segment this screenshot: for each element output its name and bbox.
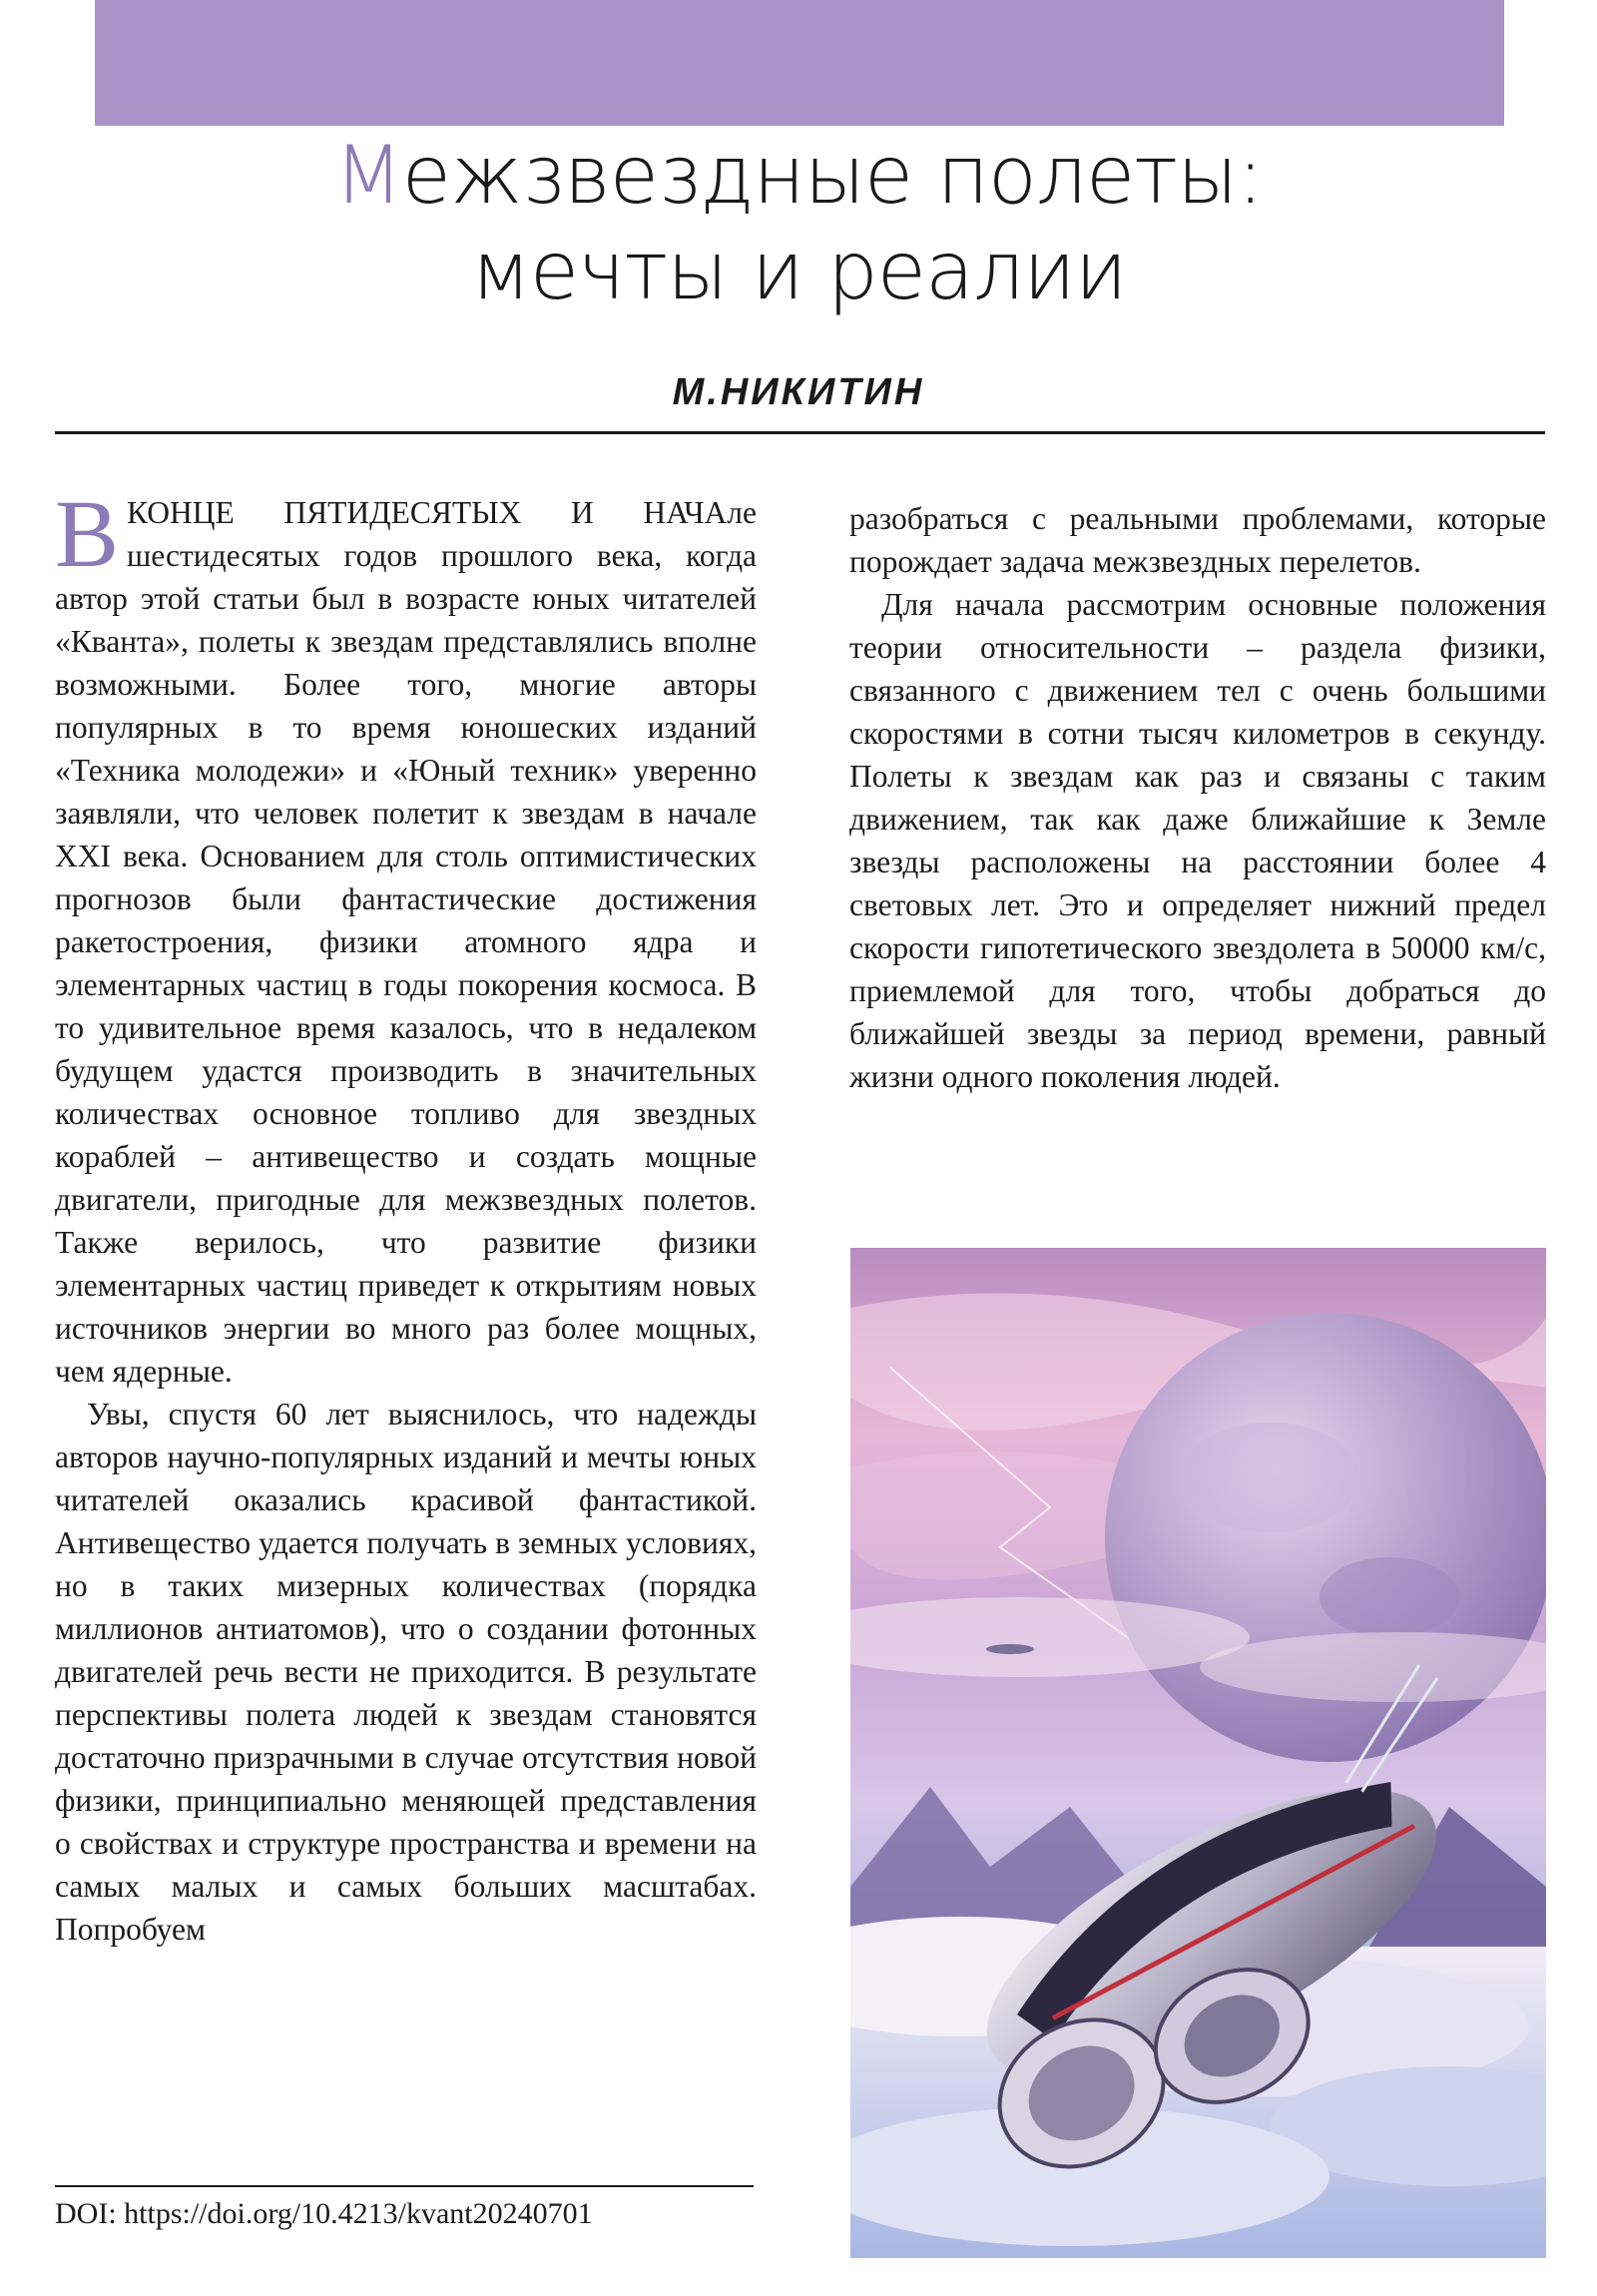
- text-column-right: [849, 497, 1546, 1098]
- article-title: [0, 128, 1597, 319]
- paragraph-3: разобраться с реальными проблемами, которые порождает задача межзвездных перелетов.: [849, 501, 1546, 579]
- paragraph-4: Для начала рассмотрим основные положения теории относительности – раздела физики, связанного с движением тел с очень большими скоростями в сотни тысяч километров в секунду. Полеты к звездам как раз и связаны с таким движением, так как даже ближайшие к Земле звезды расположены на расстоянии более 4 световых лет. Это и определяет нижний предел скорости гипотетического звездолета в 50000 км/с, приемлемой для того, чтобы добраться до ближайшей звезды за период времени, равный жизни одного поколения людей.: [849, 587, 1546, 1094]
- paragraph-1: [55, 480, 757, 1393]
- doi-reference: DOI: https://doi.org/10.4213/kvant20240701: [55, 2197, 593, 2230]
- text-column-left: [55, 480, 757, 1951]
- title-divider: [55, 431, 1545, 434]
- spaceship-illustration: [850, 1248, 1546, 2258]
- title-initial: М: [333, 129, 402, 222]
- doi-divider: [55, 2185, 754, 2187]
- paragraph-1-text: КОНЦЕ ПЯТИДЕСЯТЫХ И НАЧАле шестидесятых годов прошлого века, когда автор этой статьи был в возрасте юных читателей «Кванта», полеты к звездам представлялись вполне возможными. Более того, многие авторы популярных в то время юношеских изданий «Техника молодежи» и «Юный техник» уверенно заявляли, что человек полетит к звездам в начале XXI века. Основанием для столь оптимистических прогнозов были фантастические достижения ракетостроения, физики атомного ядра и элементарных частиц в годы покорения космоса. В то удивительное время казалось, что в недалеком будущем удастся производить в значительных количествах основное топливо для звездных кораблей – антивещество и создать мощные двигатели, пригодные для межзвездных полетов. Также верилось, что развитие физики элементарных частиц приведет к открытиям новых источников энергии во много раз более мощных, чем ядерные.: [55, 495, 757, 1389]
- title-line-1: [0, 128, 1597, 224]
- title-line-1-text: ежзвездные полеты:: [401, 129, 1264, 222]
- article-author: М.НИКИТИН: [672, 371, 925, 413]
- paragraph-2: Увы, спустя 60 лет выяснилось, что надежды авторов научно-популярных изданий и мечты юных читателей оказались красивой фантастикой. Антивещество удается получать в земных условиях, но в таких мизерных количествах (порядка миллионов антиатомов), что о создании фотонных двигателей речь вести не приходится. В результате перспективы полета людей к звездам становятся достаточно призрачными в случае отсутствия новой физики, принципиально меняющей представления о свойствах и структуре пространства и времени на самых малых и самых больших масштабах. Попробуем: [55, 1397, 757, 1947]
- drop-cap: В: [55, 480, 120, 587]
- header-color-band: [95, 0, 1504, 126]
- title-line-2: мечты и реалии: [470, 225, 1127, 317]
